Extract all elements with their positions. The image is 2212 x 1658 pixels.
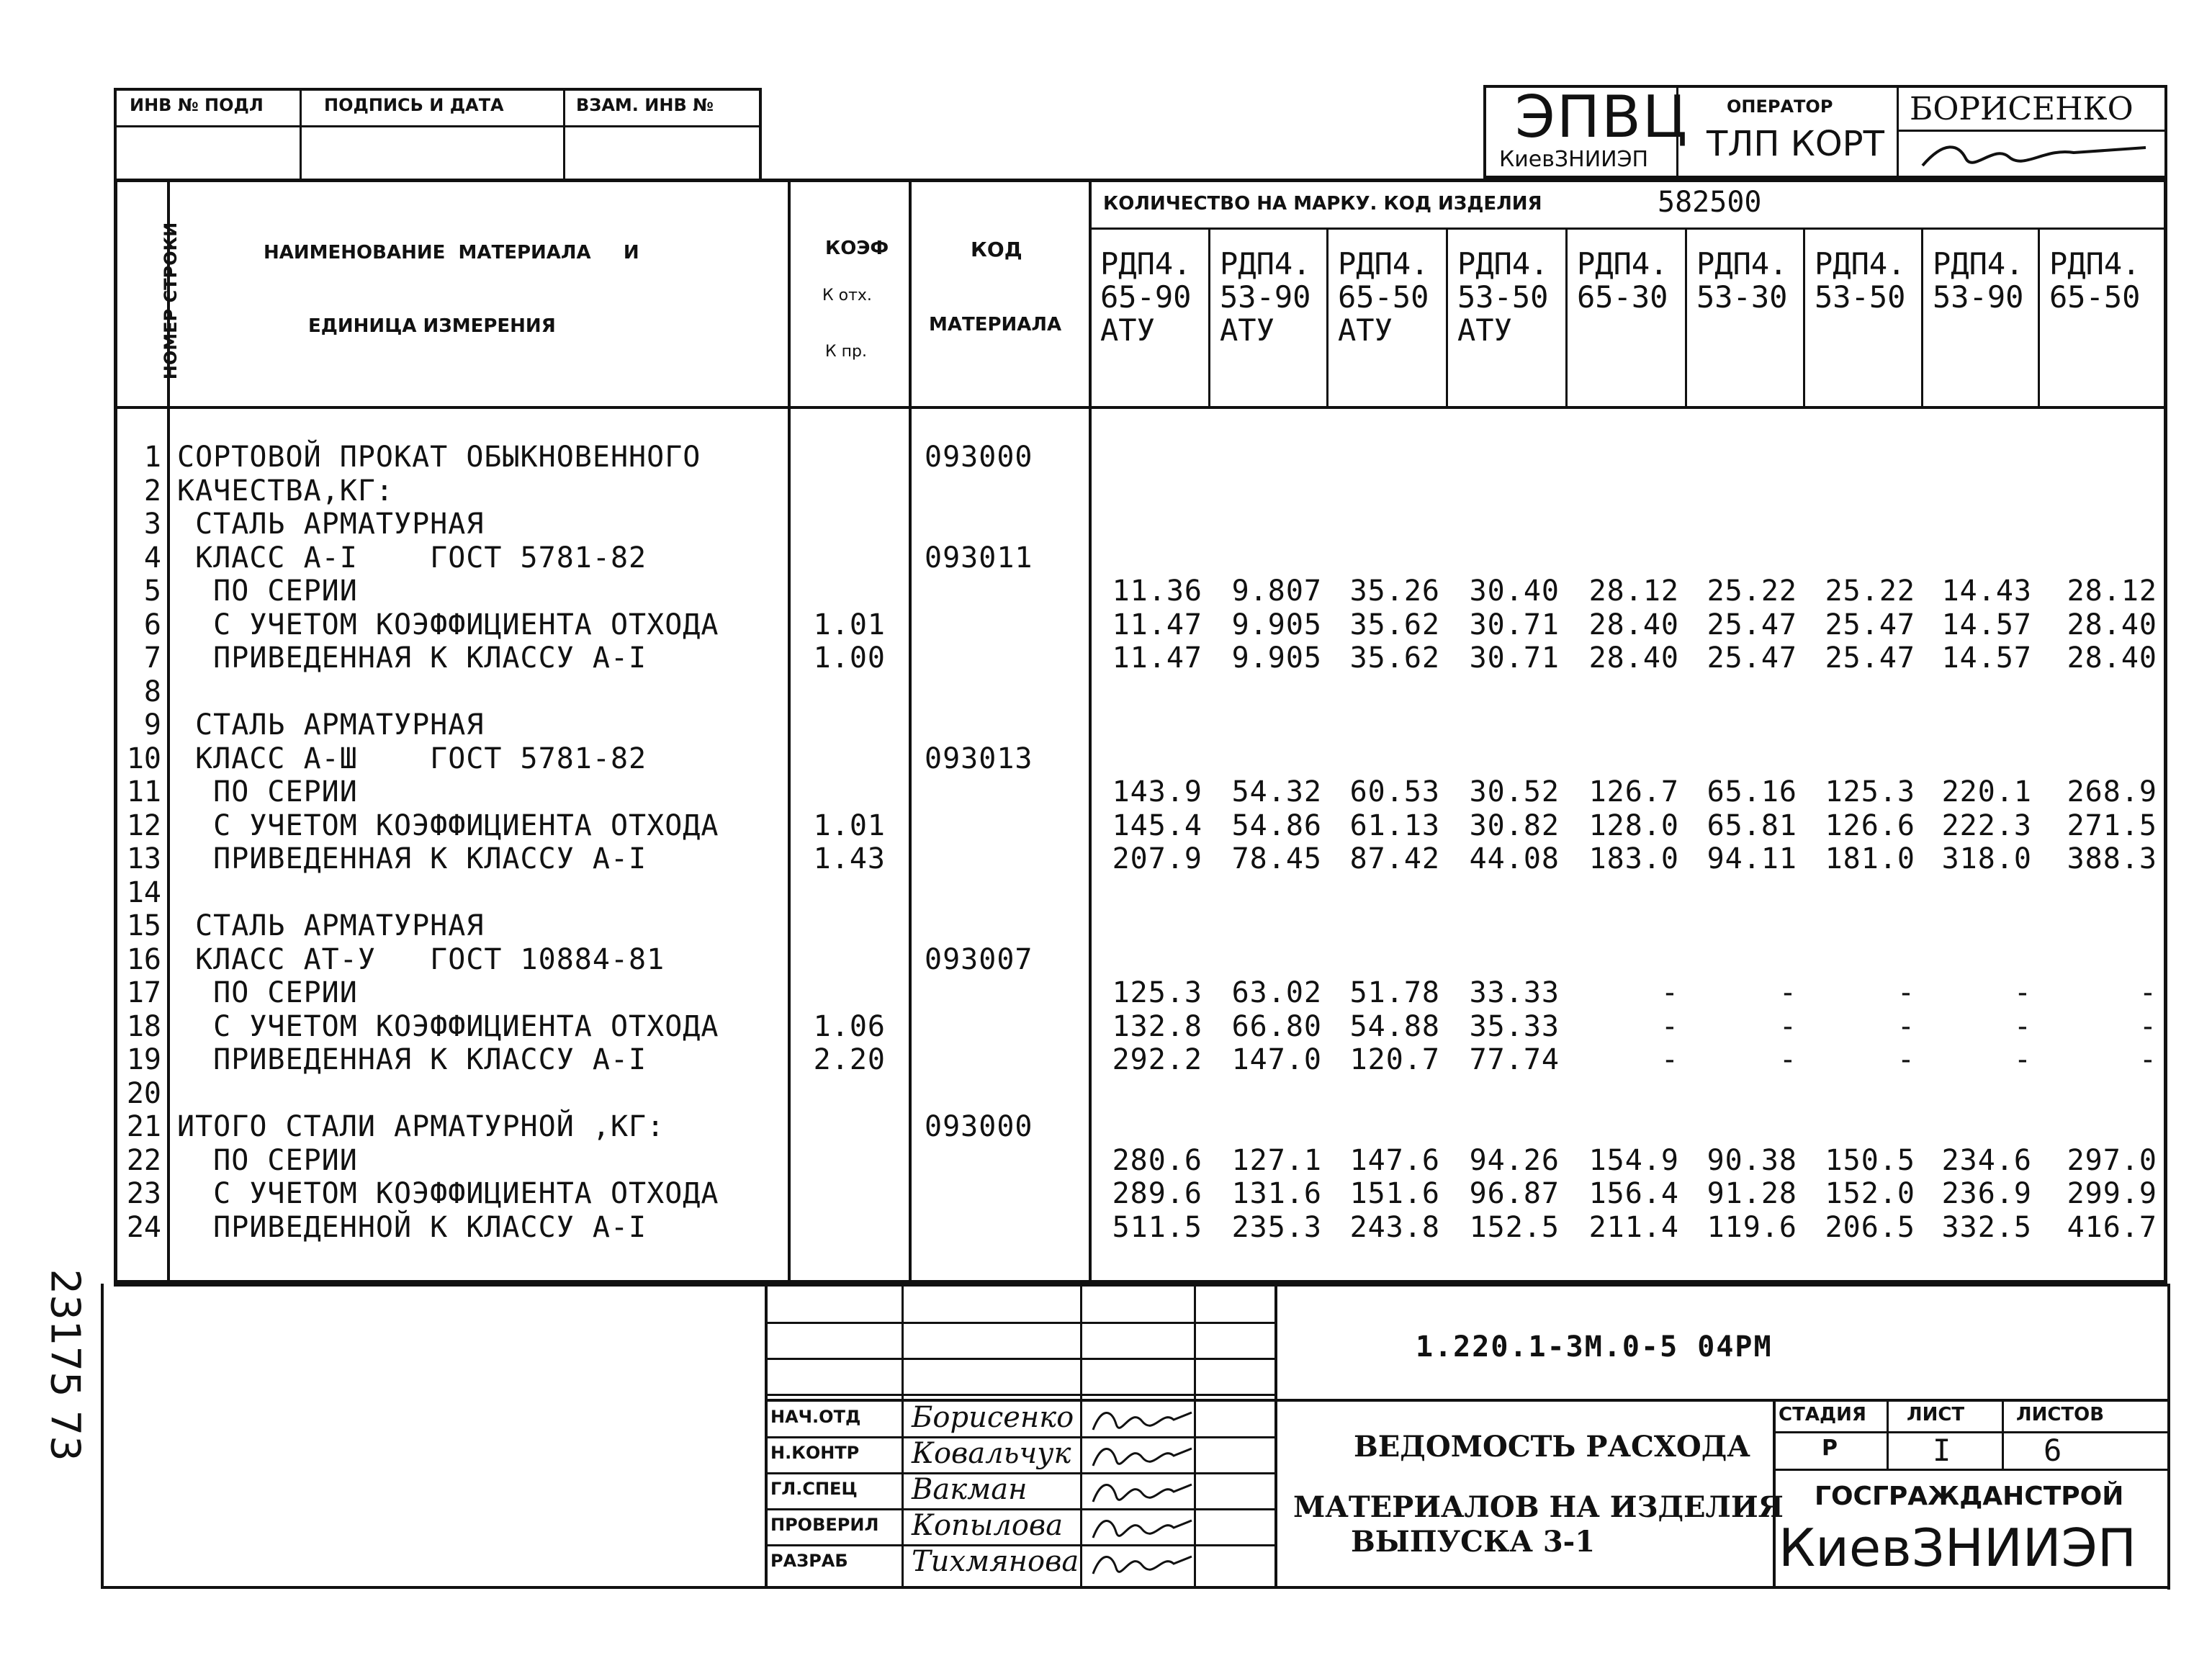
quantity-cell: 28.12 <box>2067 575 2157 608</box>
quantity-cell: 54.86 <box>1231 809 1322 842</box>
quantity-cell: 30.71 <box>1469 608 1560 641</box>
quantity-cell: 14.57 <box>1941 641 2032 675</box>
row-number: 19 <box>126 1043 161 1076</box>
sheets-label: ЛИСТОВ <box>2016 1404 2105 1425</box>
row-number: 6 <box>143 608 161 641</box>
quantity-cell: 25.22 <box>1825 575 1915 608</box>
row-number: 7 <box>143 641 161 675</box>
quantity-cell: 35.62 <box>1349 608 1440 641</box>
product-header-line2: 53-50 <box>1457 279 1549 315</box>
material-name: ПРИВЕДЕННАЯ К КЛАССУ А-I <box>177 842 647 875</box>
quantity-cell: 132.8 <box>1112 1010 1202 1043</box>
material-name: КЛАСС А-I ГОСТ 5781-82 <box>177 541 647 575</box>
operator-signature <box>1915 137 2160 173</box>
product-header-line1: РДП4. <box>1338 246 1429 281</box>
quantity-cell: 128.0 <box>1588 809 1679 842</box>
quantity-cell: 14.57 <box>1941 608 2032 641</box>
quantity-cell: 145.4 <box>1112 809 1202 842</box>
quantity-cell: 181.0 <box>1825 842 1915 875</box>
quantity-cell: 11.36 <box>1112 575 1202 608</box>
signatory-role: ГЛ.СПЕЦ <box>770 1479 858 1499</box>
title-line-2: МАТЕРИАЛОВ НА ИЗДЕЛИЯ <box>1293 1490 1784 1524</box>
product-header-line3: АТУ <box>1220 312 1274 348</box>
product-header-line1: РДП4. <box>1696 246 1788 281</box>
material-name: С УЧЕТОМ КОЭФФИЦИЕНТА ОТХОДА <box>177 608 719 641</box>
quantity-cell: 63.02 <box>1231 976 1322 1009</box>
quantity-cell: 44.08 <box>1469 842 1560 875</box>
quantity-cell: - <box>2139 976 2157 1009</box>
product-header-line1: РДП4. <box>1457 246 1549 281</box>
quantity-cell: 94.11 <box>1707 842 1797 875</box>
material-name: ПРИВЕДЕННАЯ К КЛАССУ А-I <box>177 1043 647 1076</box>
material-name: ИТОГО СТАЛИ АРМАТУРНОЙ ,КГ: <box>177 1110 665 1143</box>
quantity-cell: 51.78 <box>1349 976 1440 1009</box>
quantity-cell: 90.38 <box>1707 1144 1797 1177</box>
material-name: КЛАСС А-Ш ГОСТ 5781-82 <box>177 742 647 775</box>
quantity-cell: 35.33 <box>1469 1010 1560 1043</box>
quantity-cell: 120.7 <box>1349 1043 1440 1076</box>
signature-mark <box>1087 1438 1195 1472</box>
unit-header: ЕДИНИЦА ИЗМЕРЕНИЯ <box>308 315 556 337</box>
quantity-cell: 150.5 <box>1825 1144 1915 1177</box>
code-material-header: МАТЕРИАЛА <box>929 314 1062 335</box>
quantity-cell: 30.71 <box>1469 641 1560 675</box>
quantity-cell: 35.62 <box>1349 641 1440 675</box>
quantity-cell: - <box>2139 1043 2157 1076</box>
sheet-value: I <box>1933 1433 1951 1468</box>
material-name: СТАЛЬ АРМАТУРНАЯ <box>177 508 485 541</box>
quantity-cell: 125.3 <box>1825 775 1915 808</box>
product-header-line1: РДП4. <box>1933 246 2024 281</box>
quantity-cell: 154.9 <box>1588 1144 1679 1177</box>
quantity-cell: 9.807 <box>1231 575 1322 608</box>
signature-mark <box>1087 1510 1195 1544</box>
quantity-cell: 14.43 <box>1941 575 2032 608</box>
quantity-cell: 211.4 <box>1588 1211 1679 1244</box>
quantity-cell: - <box>2013 1043 2032 1076</box>
coef-value: 2.20 <box>813 1043 886 1076</box>
row-number: 3 <box>143 508 161 541</box>
row-number: 14 <box>126 876 161 909</box>
quantity-cell: 28.40 <box>1588 608 1679 641</box>
row-number: 22 <box>126 1144 161 1177</box>
quantity-cell: 9.905 <box>1231 608 1322 641</box>
document-code: 1.220.1-3М.0-5 04РМ <box>1416 1330 1773 1364</box>
title-line-1: ВЕДОМОСТЬ РАСХОДА <box>1354 1430 1750 1464</box>
signatory-role: РАЗРАБ <box>770 1551 848 1571</box>
quantity-cell: 25.47 <box>1707 608 1797 641</box>
quantity-cell: 292.2 <box>1112 1043 1202 1076</box>
coef-value: 1.06 <box>813 1010 886 1043</box>
quantity-cell: 30.52 <box>1469 775 1560 808</box>
quantity-cell: 152.5 <box>1469 1211 1560 1244</box>
code-header: КОД <box>971 238 1022 261</box>
quantity-cell: 147.0 <box>1231 1043 1322 1076</box>
material-name: ПО СЕРИИ <box>177 775 358 808</box>
margin-number: 23175 73 <box>41 1269 89 1461</box>
product-header-line1: РДП4. <box>1220 246 1311 281</box>
quantity-cell: 125.3 <box>1112 976 1202 1009</box>
quantity-cell: 35.26 <box>1349 575 1440 608</box>
quantity-cell: 127.1 <box>1231 1144 1322 1177</box>
quantity-cell: 388.3 <box>2067 842 2157 875</box>
material-name: СОРТОВОЙ ПРОКАТ ОБЫКНОВЕННОГО <box>177 441 701 474</box>
quantity-cell: 143.9 <box>1112 775 1202 808</box>
quantity-cell: 236.9 <box>1941 1177 2032 1210</box>
quantity-cell: 126.6 <box>1825 809 1915 842</box>
quantity-cell: 280.6 <box>1112 1144 1202 1177</box>
quantity-cell: - <box>1897 1043 1915 1076</box>
row-number: 9 <box>143 708 161 742</box>
row-number: 17 <box>126 976 161 1009</box>
inv-podl-label: ИНВ № ПОДЛ <box>130 95 264 115</box>
quantity-cell: 234.6 <box>1941 1144 2032 1177</box>
quantity-cell: 9.905 <box>1231 641 1322 675</box>
stage-value: Р <box>1822 1436 1838 1461</box>
quantity-cell: - <box>1660 976 1679 1009</box>
quantity-cell: 11.47 <box>1112 608 1202 641</box>
row-number: 15 <box>126 909 161 942</box>
row-number: 8 <box>143 675 161 708</box>
quantity-cell: 25.22 <box>1707 575 1797 608</box>
product-code: 582500 <box>1658 186 1762 219</box>
material-code: 093000 <box>925 1110 1033 1143</box>
sheets-value: 6 <box>2044 1433 2062 1468</box>
material-name-header: НАИМЕНОВАНИЕ МАТЕРИАЛА И <box>264 242 639 263</box>
org-name: ГОСГРАЖДАНСТРОЙ <box>1815 1482 2124 1511</box>
material-name: С УЧЕТОМ КОЭФФИЦИЕНТА ОТХОДА <box>177 1177 719 1210</box>
quantity-cell: 28.40 <box>2067 608 2157 641</box>
product-header-line2: 53-90 <box>1220 279 1311 315</box>
quantity-cell: 25.47 <box>1825 608 1915 641</box>
vzam-inv-label: ВЗАМ. ИНВ № <box>576 95 714 115</box>
coef-header: КОЭФ <box>825 238 889 259</box>
product-header-line2: 53-50 <box>1815 279 1906 315</box>
product-header-line1: РДП4. <box>1815 246 1906 281</box>
signatory-role: НАЧ.ОТД <box>770 1407 861 1427</box>
quantity-cell: - <box>2139 1010 2157 1043</box>
coef-k-pr-header: К пр. <box>825 343 867 361</box>
title-line-3: ВЫПУСКА 3-1 <box>1351 1525 1596 1559</box>
quantity-cell: - <box>2013 976 2032 1009</box>
row-number: 5 <box>143 575 161 608</box>
material-name: СТАЛЬ АРМАТУРНАЯ <box>177 909 485 942</box>
row-number: 10 <box>126 742 161 775</box>
quantity-cell: 299.9 <box>2067 1177 2157 1210</box>
row-number: 18 <box>126 1010 161 1043</box>
material-name: СТАЛЬ АРМАТУРНАЯ <box>177 708 485 742</box>
quantity-cell: 30.40 <box>1469 575 1560 608</box>
signatory-name: Вакман <box>912 1473 1028 1506</box>
signature-mark <box>1087 1474 1195 1508</box>
quantity-cell: 60.53 <box>1349 775 1440 808</box>
signatory-role: ПРОВЕРИЛ <box>770 1515 879 1535</box>
row-number: 11 <box>126 775 161 808</box>
quantity-cell: - <box>1779 976 1797 1009</box>
row-number: 4 <box>143 541 161 575</box>
signature-date-label: ПОДПИСЬ И ДАТА <box>324 95 504 115</box>
product-header-line1: РДП4. <box>1577 246 1668 281</box>
material-name: С УЧЕТОМ КОЭФФИЦИЕНТА ОТХОДА <box>177 809 719 842</box>
quantity-cell: 61.13 <box>1349 809 1440 842</box>
quantity-cell: - <box>1660 1010 1679 1043</box>
quantity-cell: 126.7 <box>1588 775 1679 808</box>
quantity-cell: 66.80 <box>1231 1010 1322 1043</box>
product-header-line1: РДП4. <box>2049 246 2141 281</box>
stage-label: СТАДИЯ <box>1779 1404 1866 1425</box>
product-header-line3: АТУ <box>1457 312 1512 348</box>
quantity-cell: - <box>1779 1043 1797 1076</box>
quantity-cell: 268.9 <box>2067 775 2157 808</box>
org-logo-subtitle: КиевЗНИИЭП <box>1499 147 1649 172</box>
row-number: 12 <box>126 809 161 842</box>
row-number: 21 <box>126 1110 161 1143</box>
material-name: ПРИВЕДЕННОЙ К КЛАССУ А-I <box>177 1211 647 1244</box>
org-name-kiev: КиевЗНИИЭП <box>1779 1518 2137 1578</box>
quantity-cell: 65.81 <box>1707 809 1797 842</box>
quantity-cell: - <box>1779 1010 1797 1043</box>
quantity-cell: 25.47 <box>1707 641 1797 675</box>
sheet-label: ЛИСТ <box>1907 1404 1965 1425</box>
quantity-cell: 243.8 <box>1349 1211 1440 1244</box>
product-header-line1: РДП4. <box>1100 246 1192 281</box>
material-code: 093000 <box>925 441 1033 474</box>
quantity-cell: 318.0 <box>1941 842 2032 875</box>
row-number: 24 <box>126 1211 161 1244</box>
signatory-name: Борисенко <box>912 1401 1074 1434</box>
quantity-cell: 271.5 <box>2067 809 2157 842</box>
signature-mark <box>1087 1546 1195 1580</box>
org-logo: ЭПВЦ <box>1515 84 1689 150</box>
quantity-cell: 28.40 <box>1588 641 1679 675</box>
signature-mark <box>1087 1402 1195 1436</box>
quantity-cell: 25.47 <box>1825 641 1915 675</box>
coef-value: 1.01 <box>813 809 886 842</box>
quantity-cell: 54.88 <box>1349 1010 1440 1043</box>
material-name: ПО СЕРИИ <box>177 575 358 608</box>
coef-value: 1.43 <box>813 842 886 875</box>
quantity-cell: 77.74 <box>1469 1043 1560 1076</box>
row-number: 16 <box>126 943 161 976</box>
material-name: КЛАСС АТ-У ГОСТ 10884-81 <box>177 943 665 976</box>
quantity-cell: 147.6 <box>1349 1144 1440 1177</box>
quantity-cell: 297.0 <box>2067 1144 2157 1177</box>
quantity-cell: 131.6 <box>1231 1177 1322 1210</box>
quantity-cell: 183.0 <box>1588 842 1679 875</box>
row-number: 23 <box>126 1177 161 1210</box>
product-header-line2: 53-30 <box>1696 279 1788 315</box>
quantity-cell: 235.3 <box>1231 1211 1322 1244</box>
quantity-cell: - <box>1897 1010 1915 1043</box>
material-name: С УЧЕТОМ КОЭФФИЦИЕНТА ОТХОДА <box>177 1010 719 1043</box>
product-header-line2: 65-50 <box>1338 279 1429 315</box>
quantity-cell: 156.4 <box>1588 1177 1679 1210</box>
quantity-header: КОЛИЧЕСТВО НА МАРКУ. КОД ИЗДЕЛИЯ <box>1103 193 1542 215</box>
quantity-cell: 222.3 <box>1941 809 2032 842</box>
product-header-line2: 53-90 <box>1933 279 2024 315</box>
quantity-cell: - <box>1660 1043 1679 1076</box>
signatory-role: Н.КОНТР <box>770 1443 860 1463</box>
quantity-cell: 152.0 <box>1825 1177 1915 1210</box>
signatory-name: Тихмянова <box>912 1545 1079 1578</box>
material-name: ПРИВЕДЕННАЯ К КЛАССУ А-I <box>177 641 647 675</box>
quantity-cell: 54.32 <box>1231 775 1322 808</box>
product-header-line2: 65-30 <box>1577 279 1668 315</box>
material-name: КАЧЕСТВА,КГ: <box>177 474 394 508</box>
quantity-cell: 28.40 <box>2067 641 2157 675</box>
quantity-cell: 332.5 <box>1941 1211 2032 1244</box>
row-number: 13 <box>126 842 161 875</box>
product-header-line3: АТУ <box>1100 312 1155 348</box>
quantity-cell: 207.9 <box>1112 842 1202 875</box>
quantity-cell: 91.28 <box>1707 1177 1797 1210</box>
signatory-name: Копылова <box>912 1509 1064 1542</box>
quantity-cell: - <box>2013 1010 2032 1043</box>
quantity-cell: 220.1 <box>1941 775 2032 808</box>
quantity-cell: 11.47 <box>1112 641 1202 675</box>
quantity-cell: 78.45 <box>1231 842 1322 875</box>
quantity-cell: 94.26 <box>1469 1144 1560 1177</box>
row-number: 2 <box>143 474 161 508</box>
quantity-cell: - <box>1897 976 1915 1009</box>
material-code: 093013 <box>925 742 1033 775</box>
material-name: ПО СЕРИИ <box>177 976 358 1009</box>
row-number: 1 <box>143 441 161 474</box>
quantity-cell: 416.7 <box>2067 1211 2157 1244</box>
quantity-cell: 28.12 <box>1588 575 1679 608</box>
quantity-cell: 96.87 <box>1469 1177 1560 1210</box>
quantity-cell: 33.33 <box>1469 976 1560 1009</box>
product-header-line2: 65-90 <box>1100 279 1192 315</box>
row-number-header: НОМЕР СТРОКИ <box>161 222 181 380</box>
operator-person: БОРИСЕНКО <box>1910 91 2134 127</box>
quantity-cell: 30.82 <box>1469 809 1560 842</box>
material-code: 093007 <box>925 943 1033 976</box>
quantity-cell: 119.6 <box>1707 1211 1797 1244</box>
material-name: ПО СЕРИИ <box>177 1144 358 1177</box>
quantity-cell: 511.5 <box>1112 1211 1202 1244</box>
quantity-cell: 151.6 <box>1349 1177 1440 1210</box>
product-header-line2: 65-50 <box>2049 279 2141 315</box>
product-header-line3: АТУ <box>1338 312 1393 348</box>
operator-label: ОПЕРАТОР <box>1727 96 1833 117</box>
coef-value: 1.00 <box>813 641 886 675</box>
quantity-cell: 289.6 <box>1112 1177 1202 1210</box>
quantity-cell: 65.16 <box>1707 775 1797 808</box>
coef-value: 1.01 <box>813 608 886 641</box>
quantity-cell: 87.42 <box>1349 842 1440 875</box>
operator-value: ТЛП КОРТ <box>1707 124 1884 164</box>
quantity-cell: 206.5 <box>1825 1211 1915 1244</box>
material-code: 093011 <box>925 541 1033 575</box>
coef-k-otx-header: К отх. <box>822 287 872 305</box>
row-number: 20 <box>126 1077 161 1110</box>
signatory-name: Ковальчук <box>912 1437 1071 1470</box>
